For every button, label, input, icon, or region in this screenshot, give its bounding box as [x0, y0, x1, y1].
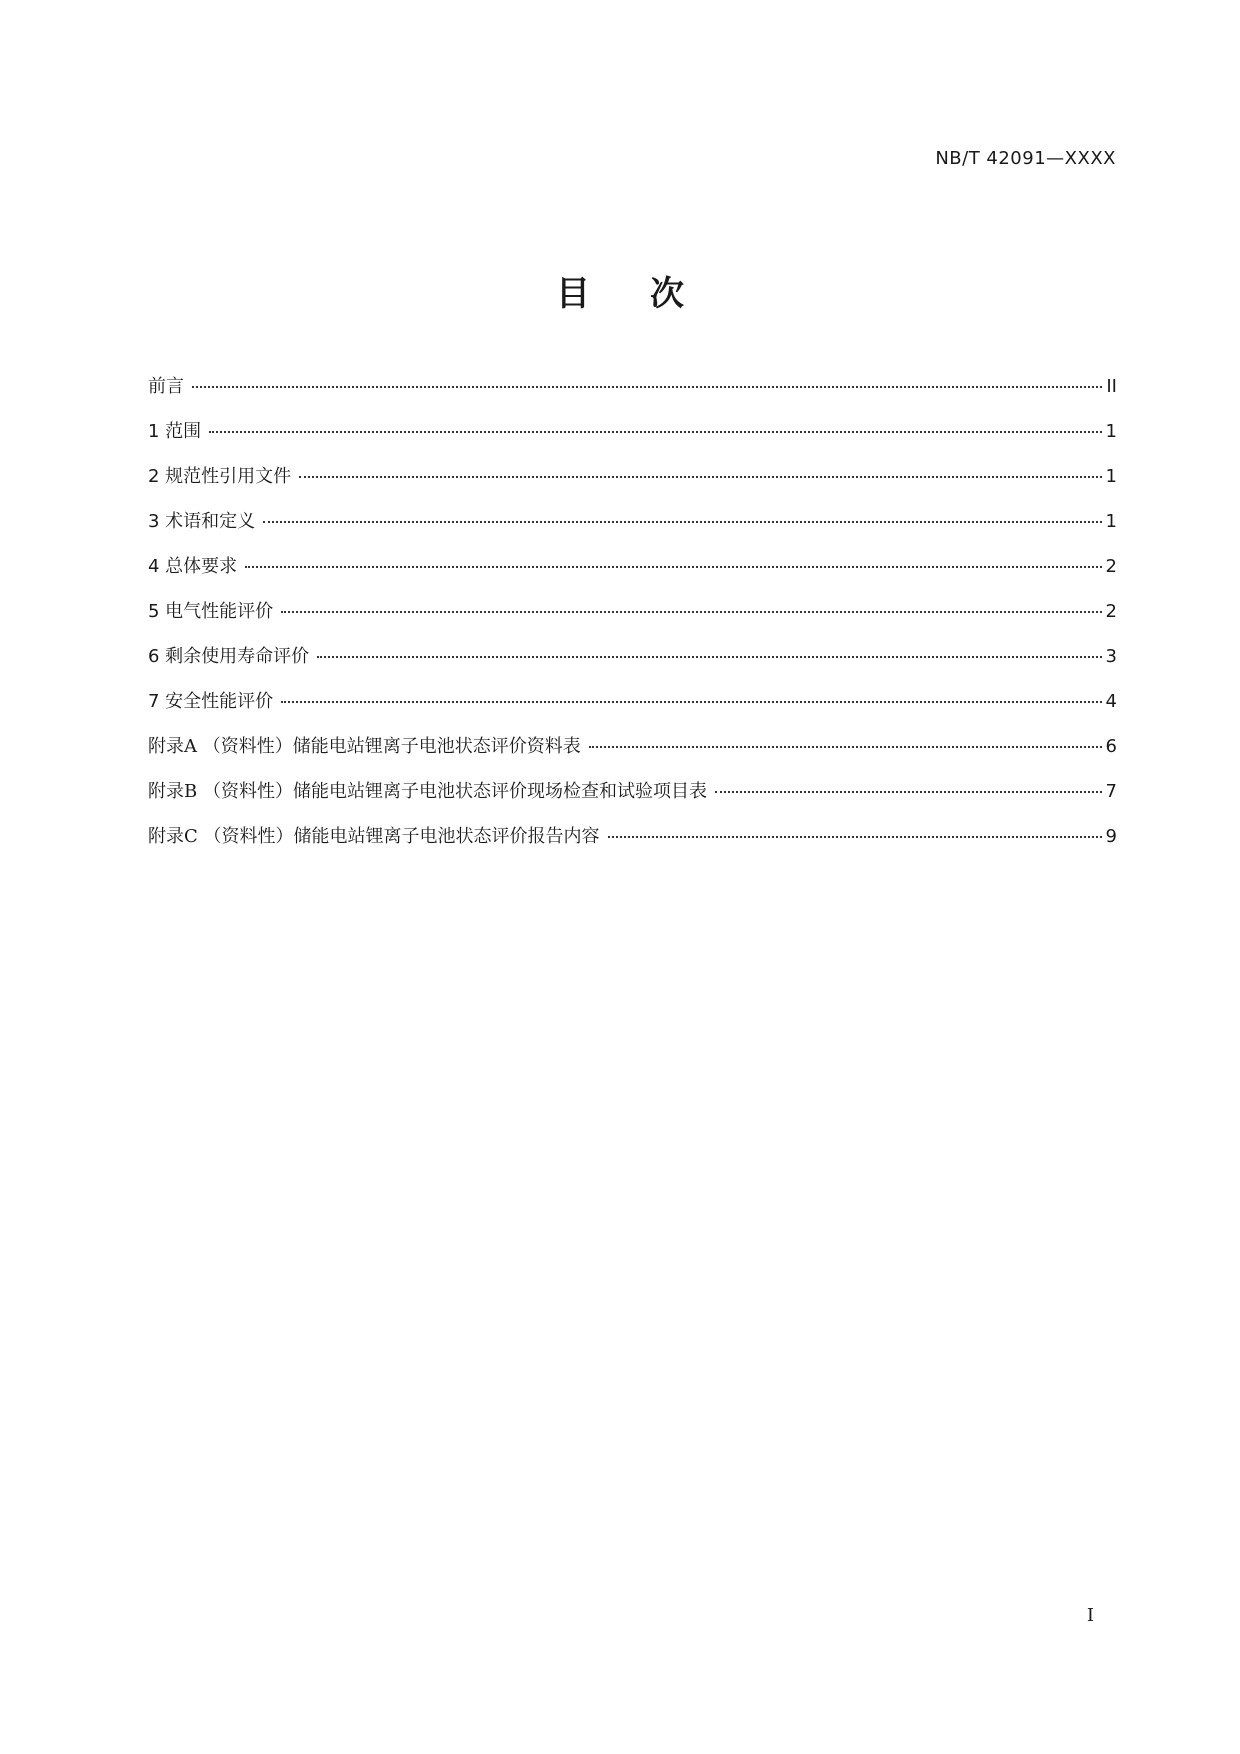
toc-entry-page: 2: [1105, 556, 1117, 577]
dot-leader: [608, 836, 1102, 838]
table-of-contents: [148, 372, 1117, 867]
toc-entry-scope[interactable]: [148, 417, 1117, 462]
toc-entry-terms-definitions[interactable]: [148, 507, 1117, 552]
toc-entry-label: 附录B （资料性）储能电站锂离子电池状态评价现场检查和试验项目表: [148, 781, 707, 802]
dot-leader: [281, 611, 1101, 613]
toc-entry-page: 4: [1105, 691, 1117, 712]
toc-entry-remaining-life[interactable]: [148, 642, 1117, 687]
toc-entry-electrical-performance[interactable]: [148, 597, 1117, 642]
dot-leader: [715, 791, 1102, 793]
toc-entry-page: 1: [1105, 421, 1117, 442]
toc-entry-page: 9: [1105, 826, 1117, 847]
toc-entry-label: 7 安全性能评价: [148, 691, 274, 712]
toc-entry-label: 6 剩余使用寿命评价: [148, 646, 310, 667]
document-code: NB/T 42091—XXXX: [935, 148, 1116, 169]
dot-leader: [589, 746, 1102, 748]
toc-entry-safety-performance[interactable]: [148, 687, 1117, 732]
toc-entry-foreword[interactable]: [148, 372, 1117, 417]
toc-entry-label: 3 术语和定义: [148, 511, 256, 532]
page-number: I: [1086, 1605, 1094, 1626]
toc-entry-label: 4 总体要求: [148, 556, 238, 577]
toc-entry-label: 前言: [148, 376, 184, 397]
dot-leader: [209, 431, 1101, 433]
toc-entry-label: 2 规范性引用文件: [148, 466, 292, 487]
toc-entry-page: II: [1106, 376, 1117, 397]
dot-leader: [299, 476, 1101, 478]
toc-entry-label: 5 电气性能评价: [148, 601, 274, 622]
toc-entry-page: 1: [1105, 511, 1117, 532]
toc-entry-appendix-a[interactable]: [148, 732, 1117, 777]
toc-entry-label: 1 范围: [148, 421, 202, 442]
dot-leader: [281, 701, 1101, 703]
dot-leader: [192, 386, 1102, 388]
dot-leader: [245, 566, 1101, 568]
toc-title: 目次: [556, 274, 744, 314]
toc-entry-appendix-c[interactable]: [148, 822, 1117, 867]
toc-entry-page: 2: [1105, 601, 1117, 622]
toc-entry-appendix-b[interactable]: [148, 777, 1117, 822]
dot-leader: [263, 521, 1101, 523]
toc-entry-label: 附录C （资料性）储能电站锂离子电池状态评价报告内容: [148, 826, 600, 847]
toc-entry-page: 3: [1105, 646, 1117, 667]
toc-entry-general-requirements[interactable]: [148, 552, 1117, 597]
toc-entry-page: 7: [1105, 781, 1117, 802]
toc-entry-label: 附录A （资料性）储能电站锂离子电池状态评价资料表: [148, 736, 581, 757]
dot-leader: [317, 656, 1101, 658]
toc-entry-page: 6: [1105, 736, 1117, 757]
toc-entry-page: 1: [1105, 466, 1117, 487]
toc-entry-normative-references[interactable]: [148, 462, 1117, 507]
